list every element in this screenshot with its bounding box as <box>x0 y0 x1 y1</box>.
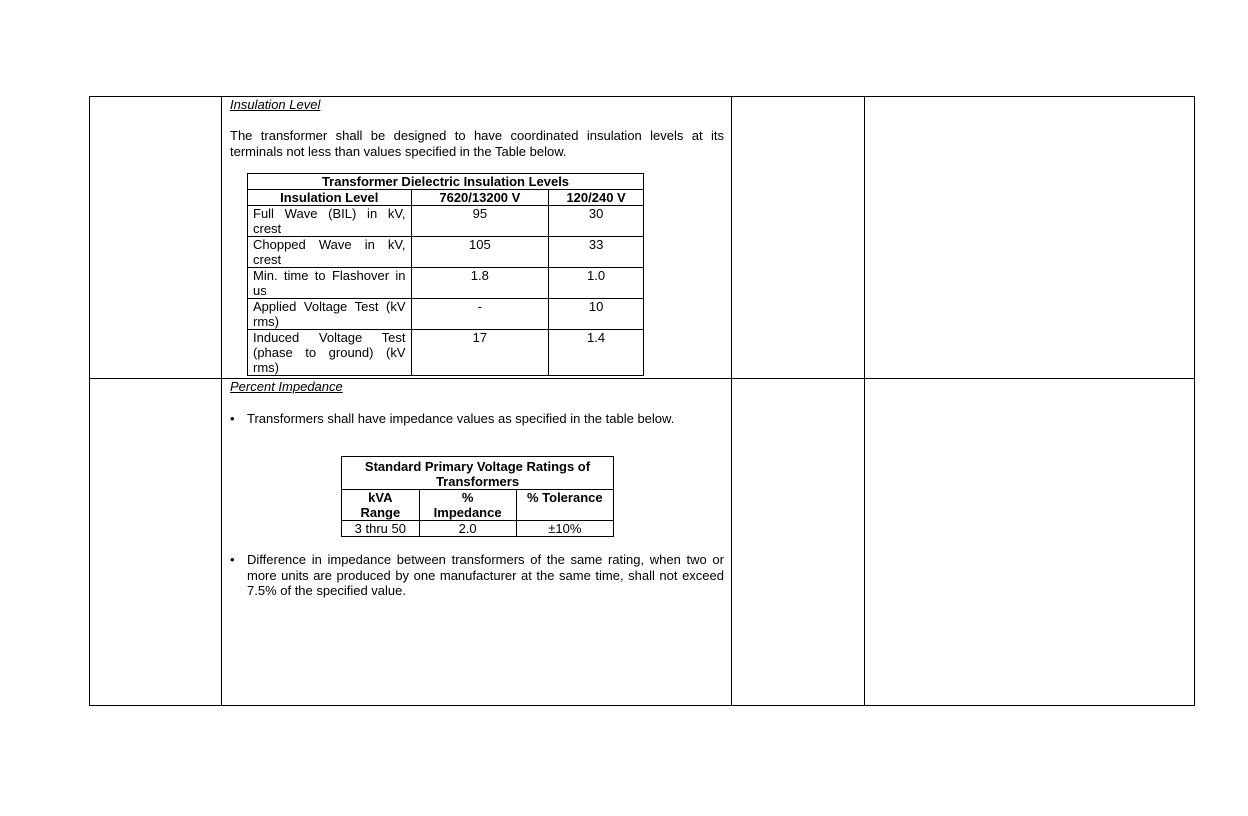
impedance-heading: Percent Impedance <box>230 379 343 394</box>
table-cell: 1.8 <box>411 268 549 299</box>
table-cell: 1.0 <box>549 268 644 299</box>
table-row <box>248 330 644 376</box>
impedance-table-header: % Impedance <box>419 490 516 521</box>
bullet-icon: • <box>230 411 235 426</box>
table-cell: Applied Voltage Test (kV rms) <box>248 299 412 330</box>
insulation-table-title: Transformer Dielectric Insulation Levels <box>248 174 644 190</box>
table-cell: Full Wave (BIL) in kV, crest <box>248 206 412 237</box>
table-cell: Min. time to Flashover in us <box>248 268 412 299</box>
table-cell: Chopped Wave in kV, crest <box>248 237 412 268</box>
insulation-heading: Insulation Level <box>230 97 321 112</box>
table-cell: 17 <box>411 330 549 376</box>
impedance-table <box>341 456 614 537</box>
table-cell: - <box>411 299 549 330</box>
table-row <box>248 206 644 237</box>
table-cell: 1.4 <box>549 330 644 376</box>
bullet-text: Transformers shall have impedance values as specified in the table below. <box>247 411 675 426</box>
table-row <box>248 237 644 268</box>
impedance-table-header: % Tolerance <box>516 490 613 521</box>
impedance-table-header: kVA Range <box>342 490 420 521</box>
insulation-paragraph: The transformer shall be designed to have coordinated insulation levels at its terminals not less than values specified in the Table below. <box>230 128 724 159</box>
table-cell: 30 <box>549 206 644 237</box>
table-row <box>248 268 644 299</box>
impedance-table-title: Standard Primary Voltage Ratings of Transformers <box>342 457 614 490</box>
bullet-icon: • <box>230 552 235 567</box>
insulation-table-header: 120/240 V <box>549 190 644 206</box>
table-cell: 3 thru 50 <box>342 521 420 537</box>
table-cell: ±10% <box>516 521 613 537</box>
column-divider-1 <box>221 97 222 705</box>
column-divider-2 <box>731 97 732 705</box>
insulation-table-header: 7620/13200 V <box>411 190 549 206</box>
table-cell: 95 <box>411 206 549 237</box>
table-cell: 2.0 <box>419 521 516 537</box>
table-cell: Induced Voltage Test (phase to ground) (kV rms) <box>248 330 412 376</box>
insulation-table-header: Insulation Level <box>248 190 412 206</box>
table-cell: 33 <box>549 237 644 268</box>
insulation-levels-table <box>247 173 644 376</box>
bullet-text: Difference in impedance between transformers of the same rating, when two or more units are produced by one manufacturer at the same time, shall not exceed 7.5% of the specified value. <box>247 552 724 598</box>
table-cell: 105 <box>411 237 549 268</box>
table-row <box>342 521 614 537</box>
table-cell: 10 <box>549 299 644 330</box>
column-divider-3 <box>864 97 865 705</box>
table-row <box>248 299 644 330</box>
